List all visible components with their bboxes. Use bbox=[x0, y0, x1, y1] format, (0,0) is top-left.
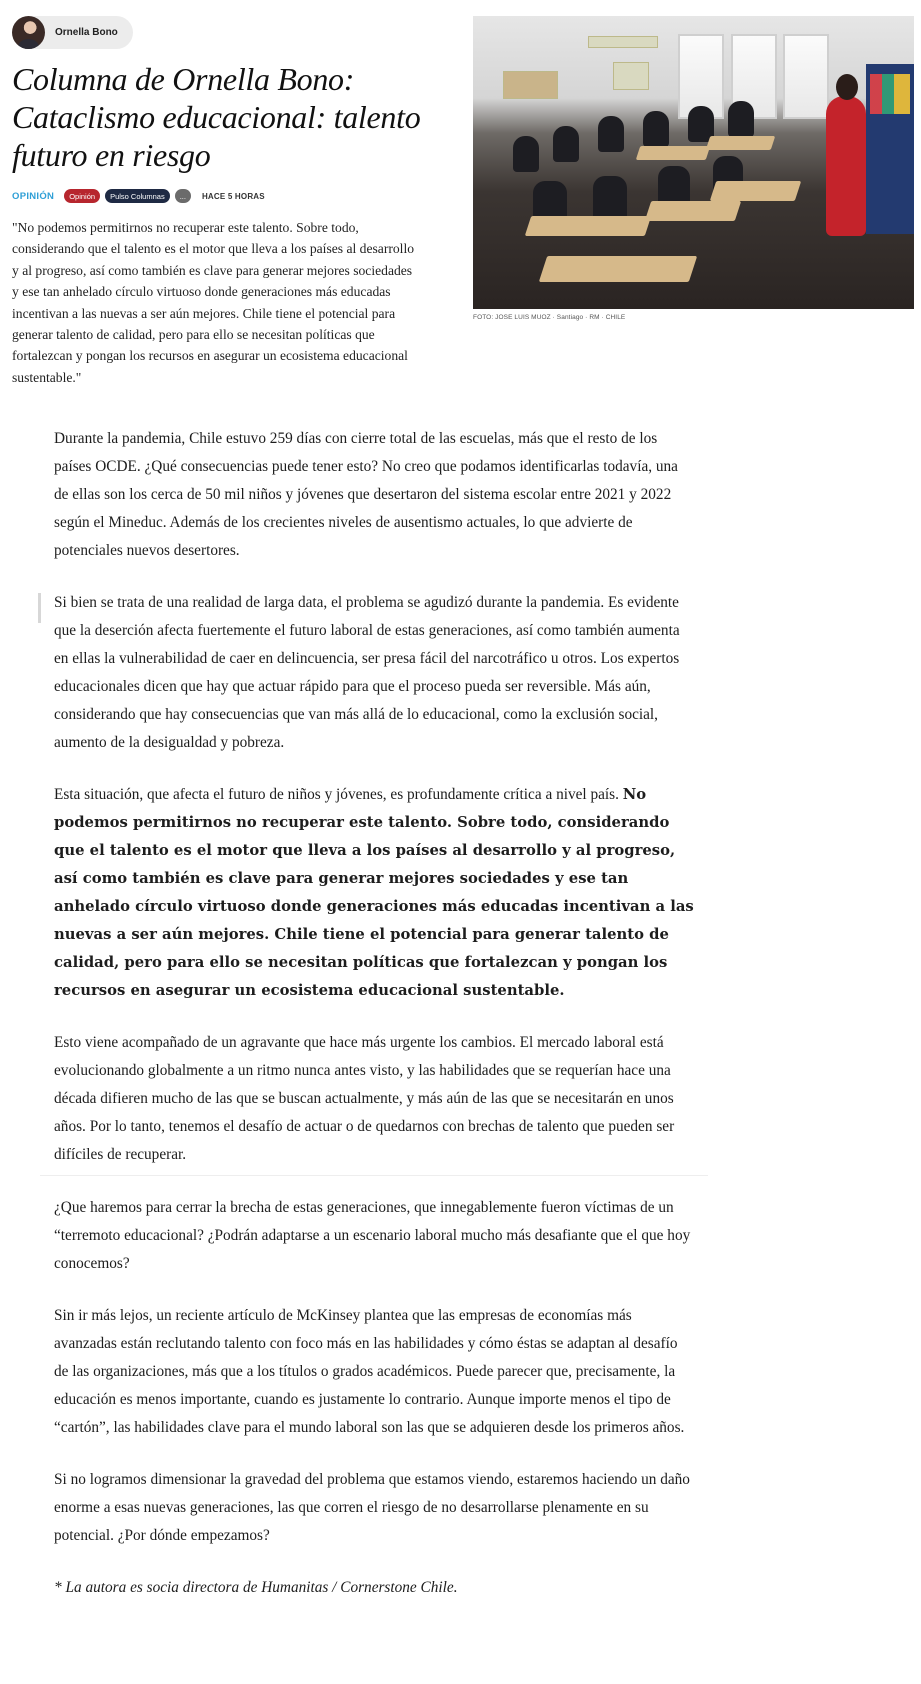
tag-opinion[interactable]: Opinión bbox=[64, 189, 100, 203]
body-paragraph-3-bold: No podemos permitirnos no recuperar este talento. Sobre todo, considerando que el talento es el motor que lleva a los países al desarrollo y al progreso, así como también es clave para generar mejores sociedades y ese tan anhelado círculo virtuoso donde generaciones más educadas incentivan a las nuevas a ser aún mejores. Chile tiene el potencial para generar talento de calidad, pero para ello se necesitan políticas que fortalezcan y pongan los recursos en asegurar un ecosistema educacional sustentable. bbox=[54, 786, 694, 999]
body-paragraph-4: Esto viene acompañado de un agravante que hace más urgente los cambios. El mercado laboral está evolucionando globalmente a un ritmo nunca antes visto, y las habilidades que se requerían hace una década difieren mucho de las que se buscan actualmente, y más aún de las que se necesitarán en unos años. Por lo tanto, tenemos el desafío de actuar o de quedarnos con brechas de talento que pueden ser difíciles de recuperar. bbox=[54, 1034, 675, 1163]
body-paragraph-2: Si bien se trata de una realidad de larga data, el problema se agudizó durante la pandemia. Es evidente que la deserción afecta fuertemente el futuro laboral de estas generaciones, así como también aumenta en ellas la vulnerabilidad de caer en delincuencia, ser presa fácil del narcotráfico u otros. Los expertos educacionales dicen que hay que actuar rápido para que el proceso pueda ser reversible. Más aún, considerando que hay consecuencias que van más allá de lo educacional, como la exclusión social, aumento de la desigualdad y pobreza. bbox=[54, 594, 680, 751]
body-paragraph-2-wrapper bbox=[54, 589, 694, 757]
author-chip[interactable] bbox=[12, 16, 133, 49]
body-paragraph-3 bbox=[54, 781, 694, 1005]
section-link[interactable]: OPINIÓN bbox=[12, 190, 55, 202]
body-paragraph-3-lead: Esta situación, que afecta el futuro de niños y jóvenes, es profundamente crítica a nivel país. bbox=[54, 786, 623, 803]
article-meta bbox=[12, 189, 265, 203]
article-photo bbox=[473, 16, 914, 309]
body-paragraph-1: Durante la pandemia, Chile estuvo 259 días con cierre total de las escuelas, más que el resto de los países OCDE. ¿Qué consecuencias puede tener esto? No creo que podamos identificarlas todavía, una de ellas son los cerca de 50 mil niños y jóvenes que desertaron del sistema escolar entre 2021 y 2022 según el Mineduc. Además de los crecientes niveles de ausentismo actuales, lo que advierte de potenciales nuevos desertores. bbox=[54, 430, 678, 559]
tag-more-button[interactable]: ... bbox=[175, 189, 191, 203]
publish-time: HACE 5 HORAS bbox=[201, 191, 265, 201]
article-headline: Columna de Ornella Bono: Cataclismo educacional: talento futuro en riesgo bbox=[12, 61, 421, 173]
body-paragraph-7: Si no logramos dimensionar la gravedad del problema que estamos viendo, estaremos haciendo un daño enorme a esas nuevas generaciones, las que corren el riesgo de no desarrollarse plenamente en su potencial. ¿Por dónde empezamos? bbox=[54, 1471, 690, 1544]
author-name[interactable]: Ornella Bono bbox=[55, 27, 118, 38]
section-divider bbox=[40, 1175, 708, 1176]
quote-bar bbox=[38, 593, 41, 623]
article-lead: "No podemos permitirnos no recuperar este talento. Sobre todo, considerando que el talento es el motor que lleva a los países al desarrollo y al progreso, así como también es clave para generar mejores sociedades y ese tan anhelado círculo virtuoso donde generaciones más educadas incentivan a las nuevas a ser aún mejores. Chile tiene el potencial para generar talento de calidad, pero para ello se necesitan políticas que fortalezcan y pongan los recursos en asegurar un ecosistema educacional sustentable." bbox=[12, 220, 415, 385]
body-paragraph-6: Sin ir más lejos, un reciente artículo de McKinsey plantea que las empresas de economías más avanzadas están reclutando talento con foco más en las habilidades y cómo éstas se adaptan al desafío de las organizaciones, más que a los títulos o grados académicos. Puede parecer que, precisamente, la educación es menos importante, cuando es justamente lo contrario. Aunque importe menos el tipo de “cartón”, las habilidades clave para el mundo laboral son las que se adquieren desde los primeros años. bbox=[54, 1307, 685, 1436]
body-paragraph-5: ¿Que haremos para cerrar la brecha de estas generaciones, que innegablemente fueron víctimas de un “terremoto educacional? ¿Podrán adaptarse a un escenario laboral mucho más desafiante que el que hoy conocemos? bbox=[54, 1199, 691, 1272]
author-footnote: * La autora es socia directora de Humanitas / Cornerstone Chile. bbox=[54, 1579, 458, 1596]
author-avatar bbox=[12, 16, 45, 49]
photo-caption: FOTO: JOSE LUIS MUOZ · Santiago · RM · CHILE bbox=[473, 314, 626, 321]
tag-pulso-columnas[interactable]: Pulso Columnas bbox=[105, 189, 170, 203]
article-body bbox=[54, 425, 694, 1626]
